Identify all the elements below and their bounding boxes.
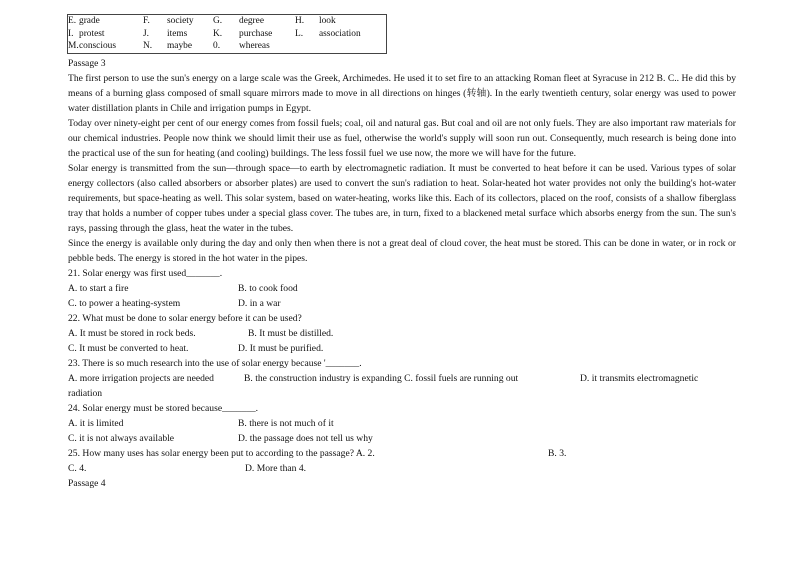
word-item: society	[167, 16, 194, 26]
option-d: D. More than 4.	[245, 463, 307, 474]
question-22-stem: 22. What must be done to solar energy before it can be used?	[68, 313, 302, 324]
option-c: C. to power a heating-system	[68, 298, 181, 309]
option-d-continued: radiation	[68, 388, 103, 399]
word-key: H.	[295, 16, 305, 26]
question-25-options-row	[68, 461, 736, 476]
word-item: association	[319, 28, 361, 39]
option-d: D. in a war	[238, 298, 281, 309]
passage-paragraph: The first person to use the sun's energy on a large scale was the Greek, Archimedes. He used it to set fire to an attacking Roman fleet at Syracuse in 212 B. C.. He did this by means of a burning glass composed of small square mirrors made to move in all directions on hinges (转轴). In the early twentieth century, solar energy was used to power water distillation plants in Chile and irrigation pumps in Egypt.	[68, 73, 736, 114]
question-21-options-row	[68, 296, 736, 311]
word-bank-row	[68, 15, 361, 28]
word-key: M.	[68, 41, 79, 51]
option-b: B. to cook food	[238, 283, 298, 294]
question-21-options-row	[68, 281, 736, 296]
word-item: look	[319, 16, 336, 26]
word-key: E.	[68, 16, 77, 26]
question-25-stem: 25. How many uses has solar energy been put to according to the passage? A. 2.	[68, 448, 375, 459]
word-item: maybe	[167, 41, 192, 51]
option-d: D. it transmits electromagnetic	[580, 373, 699, 384]
question-24-options-row	[68, 431, 736, 446]
word-item: grade	[79, 16, 100, 26]
option-b: B. 3.	[548, 448, 567, 459]
option-d: D. It must be purified.	[238, 343, 324, 354]
word-bank-table	[68, 15, 361, 53]
word-key: F.	[143, 16, 150, 26]
option-a: A. It must be stored in rock beds.	[68, 328, 196, 339]
passage-content	[68, 56, 736, 491]
word-key: I.	[68, 28, 74, 39]
question-23-options-row	[68, 371, 736, 386]
word-item: purchase	[239, 28, 273, 39]
question-22-options-row	[68, 326, 736, 341]
word-item: degree	[239, 16, 264, 26]
word-key: N.	[143, 41, 153, 51]
word-bank-row	[68, 40, 361, 53]
word-bank-box	[67, 14, 387, 54]
word-key: 0.	[213, 41, 221, 51]
option-a: A. to start a fire	[68, 283, 129, 294]
option-c: C. it is not always available	[68, 433, 175, 444]
passage-paragraph: Since the energy is available only during the day and only then when there is not a great deal of cloud cover, the heat must be stored. This can be done in water, or in rock or pebble beds. The energy is stored in the hot water in the pipes.	[68, 238, 736, 264]
passage-3-heading: Passage 3	[68, 58, 106, 69]
question-21-stem: 21. Solar energy was first used_______.	[68, 268, 223, 279]
option-c: C. It must be converted to heat.	[68, 343, 189, 354]
word-key: K.	[213, 28, 223, 39]
option-b: B. It must be distilled.	[248, 328, 334, 339]
option-b: B. there is not much of it	[238, 418, 334, 429]
passage-paragraph: Solar energy is transmitted from the sun—through space—to earth by electromagnetic radiation. It must be converted to heat before it can be used. Various types of solar energy collectors (also called absorbers or absorber plates) are used to convert the sun's radiation to heat. Solar-heated hot water provides not only the building's hot-water requirements, but space-heating as well. This solar system, based on water-heating, works like this. Each of its collectors, placed on the roof, consists of a shallow fiberglass tray that holds a number of copper tubes under a special glass cover. The tubes are, in turn, fixed to a blackened metal surface which absorbs energy from the sun. The sun's rays, passing through the glass, heat the water in the tubes.	[68, 163, 736, 234]
word-item: whereas	[239, 41, 270, 51]
word-key: L.	[295, 28, 304, 39]
passage-4-heading: Passage 4	[68, 478, 106, 489]
passage-paragraph: Today over ninety-eight per cent of our energy comes from fossil fuels; coal, oil and natural gas. But coal and oil are not only fuels. They are also important raw materials for our chemical industries. People now think we should limit their use as fuel, otherwise the world's supply will soon run out. Consequently, much research is being done into the practical use of the sun for heating (and cooling) buildings. The less fossil fuel we use now, the more we will have for the future.	[68, 118, 736, 159]
option-a: A. it is limited	[68, 418, 124, 429]
word-item: items	[167, 28, 188, 39]
word-key: J.	[143, 28, 149, 39]
word-item: protest	[79, 28, 105, 39]
question-22-options-row	[68, 341, 736, 356]
option-d: D. the passage does not tell us why	[238, 433, 373, 444]
question-25-stem-row	[68, 446, 736, 461]
question-24-options-row	[68, 416, 736, 431]
word-item: conscious	[79, 41, 116, 51]
word-bank-row	[68, 28, 361, 41]
option-b-c: B. the construction industry is expanding C. fossil fuels are running out	[244, 373, 519, 384]
question-24-stem: 24. Solar energy must be stored because_______.	[68, 403, 259, 414]
question-23-stem: 23. There is so much research into the use of solar energy because '_______.	[68, 358, 362, 369]
option-a: A. more irrigation projects are needed	[68, 373, 214, 384]
word-key: G.	[213, 16, 223, 26]
option-c: C. 4.	[68, 463, 87, 474]
